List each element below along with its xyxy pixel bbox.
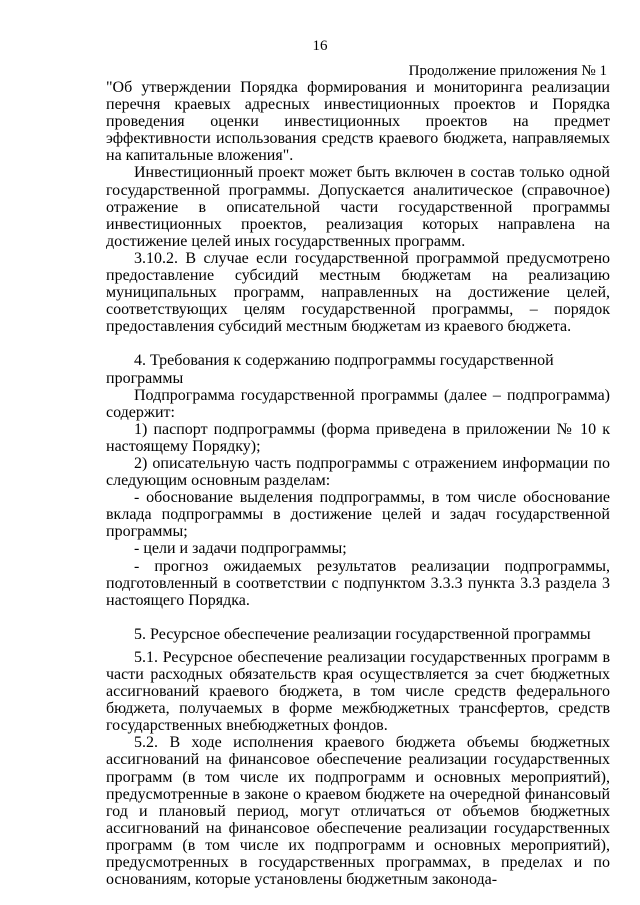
paragraph-bullet-forecast: - прогноз ожидаемых результатов реализации подпрограммы, подготовленный в соответствии с подпунктом 3.3.3 пункта 3.3 раздела 3 настоящего Порядка. [106, 557, 610, 609]
paragraph-3-10-2: 3.10.2. В случае если государственной программой предусмотрено предоставление субсидий местным бюджетам на реализацию муниципальных программ, направленных на достижение целей, соответствующих целям государственной программы, – порядок предоставления субсидий местным бюджетам из краевого бюджета. [106, 249, 610, 336]
appendix-continuation-label: Продолжение приложения № 1 [408, 63, 607, 79]
section-spacer [106, 335, 610, 352]
section-heading-4: 4. Требования к содержанию подпрограммы государственной программы [106, 352, 554, 387]
paragraph-subprogram-contents: Подпрограмма государственной программы (далее – подпрограмма) содержит: [106, 386, 610, 421]
paragraph-law-title: "Об утверждении Порядка формирования и мониторинга реализации перечня краевых адресных инвестиционных проектов и Порядка проведения оценки инвестиционных проектов на предмет эффективности использования средств краевого бюджета, направляемых на капитальные вложения". [106, 79, 610, 165]
section-spacer [106, 609, 610, 626]
section-heading-5: 5. Ресурсное обеспечение реализации государственной программы [134, 625, 591, 643]
document-body [106, 79, 610, 888]
paragraph-investment-project: Инвестиционный проект может быть включен в состав только одной государственной программы. Допускается аналитическое (справочное) отражение в описательной части государственной программы инвестиционных проектов, реализация которых направлена на достижение целей иных государственных программ. [106, 164, 610, 250]
paragraph-bullet-justification: - обоснование выделения подпрограммы, в том числе обоснование вклада подпрограммы в достижение целей и задач государственной программы; [106, 489, 610, 541]
paragraph-5-1: 5.1. Ресурсное обеспечение реализации государственных программ в части расходных обязательств края осуществляется за счет бюджетных ассигнований краевого бюджета, в том числе средств федерального бюджета, получаемых в форме межбюджетных трансфертов, средств государственных внебюджетных фондов. [106, 648, 610, 735]
paragraph-bullet-goals: - цели и задачи подпрограммы; [134, 540, 347, 558]
paragraph-item-1: 1) паспорт подпрограммы (форма приведена в приложении № 10 к настоящему Порядку); [106, 420, 610, 455]
paragraph-item-2: 2) описательную часть подпрограммы с отражением информации по следующим основным разделам: [106, 454, 610, 490]
page-number: 16 [312, 38, 328, 54]
paragraph-5-2: 5.2. В ходе исполнения краевого бюджета объемы бюджетных ассигнований на финансовое обеспечение реализации государственных программ (в том числе их подпрограмм и основных мероприятий), предусмотренные в законе о краевом бюджете на очередной финансовый год и плановый период, могут отличаться от объемов бюджетных ассигнований на финансовое обеспечение реализации государственных программ (в том числе их подпрограмм и основных мероприятий), предусмотренных в государственных программах, в пределах и по основаниям, которые установлены бюджетным законода- [106, 734, 610, 889]
